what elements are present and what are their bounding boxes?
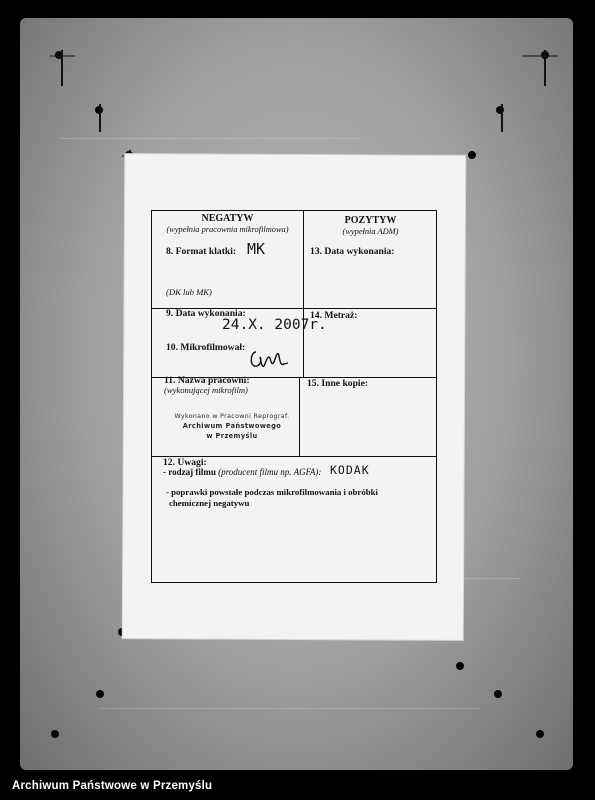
- field-12-line2b: chemicznej negatywu: [169, 498, 250, 508]
- field-8-hint: (DK lub MK): [166, 287, 212, 297]
- field-8-value: MK: [247, 240, 266, 258]
- field-11-subtitle: (wykonującej mikrofilm): [164, 385, 248, 395]
- film-type-label: - rodzaj filmu: [163, 467, 216, 477]
- stamp-line-3: w Przemyślu: [206, 431, 258, 440]
- microfilm-metric-form: [151, 210, 437, 583]
- signature: [248, 346, 298, 372]
- pozytyw-title: POZYTYW: [344, 215, 397, 226]
- field-12-label: 12. Uwagi:: [163, 457, 207, 468]
- negatyw-title: NEGATYW: [201, 213, 254, 224]
- institution-stamp: [172, 413, 292, 441]
- field-14-label: 14. Metraż:: [310, 310, 358, 321]
- column-divider: [299, 377, 300, 457]
- field-12-line2a: - poprawki powstałe podczas mikrofilmowania i obróbki: [166, 487, 378, 497]
- film-type-hint: (producent filmu np. AGFA):: [218, 467, 322, 477]
- film-type-value: KODAK: [330, 463, 370, 477]
- field-10-label: 10. Mikrofilmował:: [166, 342, 246, 353]
- field-11-label: 11. Nazwa pracowni:: [164, 375, 250, 386]
- negatyw-subtitle: (wypełnia pracownia mikrofilmowa): [166, 225, 289, 234]
- field-8-label: 8. Format klatki:: [166, 246, 237, 257]
- archive-footer: Archiwum Państwowe w Przemyślu: [12, 780, 213, 792]
- field-12-line1: [163, 467, 321, 477]
- field-13-label: 13. Data wykonania:: [310, 246, 395, 257]
- field-9-value: 24.X. 2007r.: [222, 317, 327, 333]
- field-15-label: 15. Inne kopie:: [307, 378, 369, 389]
- stamp-line-1: Wykonano w Pracowni Reprograf.: [174, 413, 290, 420]
- stamp-line-2: Archiwum Państwowego: [182, 421, 282, 430]
- field-9-label: 9. Data wykonania:: [166, 308, 246, 319]
- pozytyw-subtitle: (wypełnia ADM): [342, 227, 399, 236]
